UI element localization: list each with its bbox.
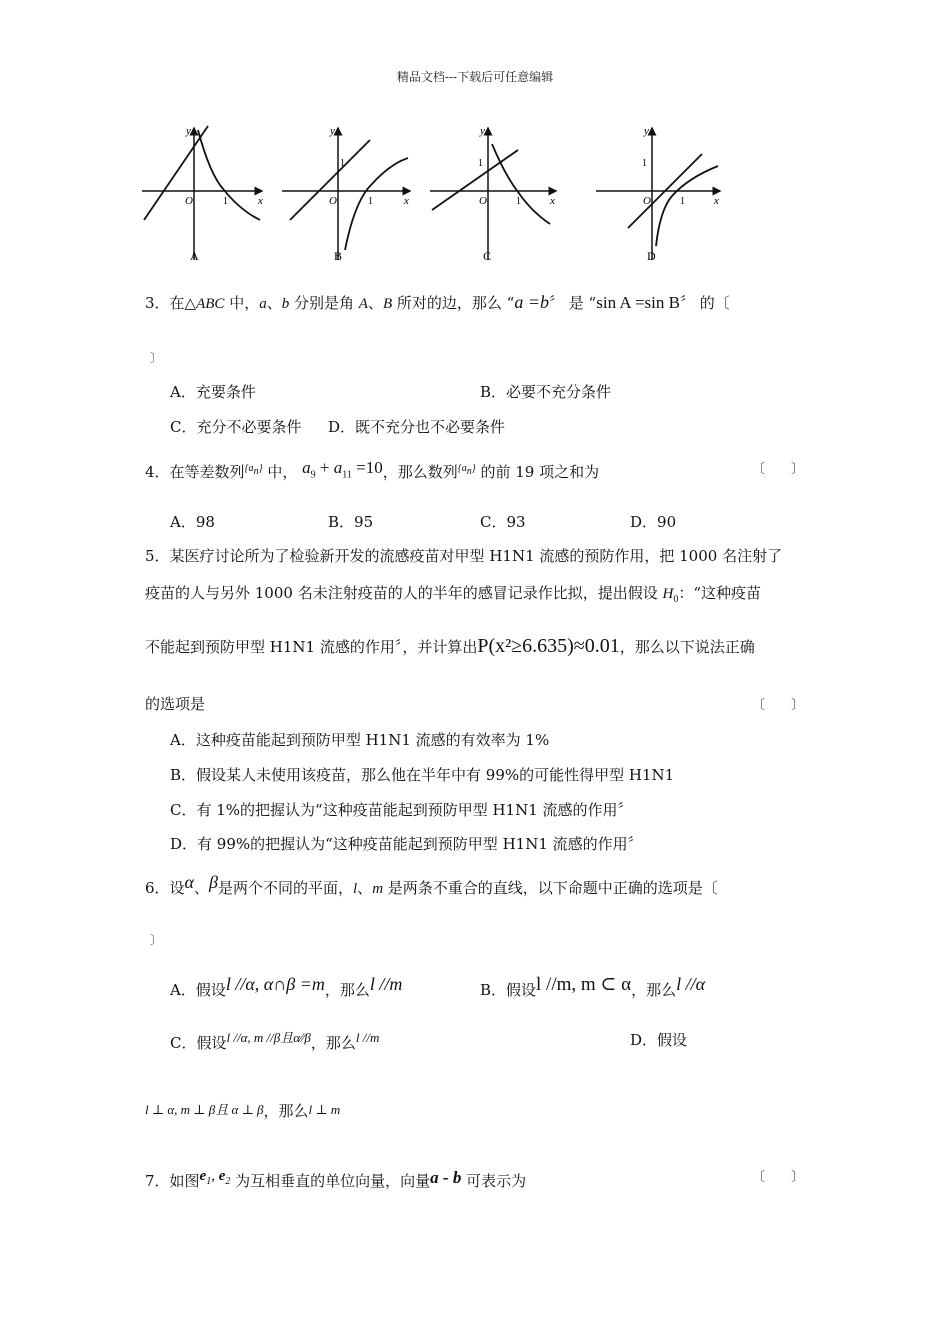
q4-option-d: D．90 (630, 513, 677, 531)
graph-c-curve (492, 144, 550, 224)
q3-option-c: C．充分不必要条件 (170, 418, 302, 436)
graph-c (430, 125, 556, 263)
q6-option-b: B．假设l //m, m ⊂ α，那么l //α (480, 974, 706, 999)
svg-text:1: 1 (680, 196, 685, 207)
graph-b (282, 125, 410, 263)
svg-text:y: y (330, 125, 335, 137)
svg-text:O: O (643, 195, 651, 207)
q4-stem: 4．在等差数列$^{\{a_n\}}$ 中， $a_9 + a_{11} =10$，那么数列$^{\{a_n\}}$ 的前 19 项之和为 (145, 458, 600, 481)
graph-d (596, 125, 720, 263)
graph-c-line (432, 150, 518, 210)
graph-b-curve (345, 158, 408, 250)
svg-text:x: x (714, 195, 719, 207)
graph-b-label: B (334, 249, 343, 263)
q3-close: 〕 (150, 351, 163, 365)
graph-a-curve (198, 130, 260, 220)
svg-text:x: x (404, 195, 409, 207)
svg-text:1: 1 (223, 196, 228, 207)
svg-text:1: 1 (516, 196, 521, 207)
q5-line-3: 不能起到预防甲型 H1N1 流感的作用〞，并计算出P(x²≥6.635)≈0.01，那么以下说法正确 (145, 635, 755, 657)
probability-expression: P(x²≥6.635)≈0.01 (477, 635, 620, 657)
q5-line-2: 疫苗的人与另外 1000 名未注射疫苗的人的半年的感冒记录作比拟，提出假设 $H_0$：“这种疫苗 (145, 584, 761, 605)
q6-option-a: A．假设l //α, α∩β =m，那么l //m (170, 974, 403, 999)
q4-option-c: C．93 (480, 513, 526, 531)
graph-d-curve (656, 166, 718, 246)
q7-stem: 7．如图$e_1$, $e_2$ 为互相垂直的单位向量，向量a - b 可表示为 (145, 1168, 527, 1190)
graph-a-label: A (190, 249, 199, 263)
q5-option-c: C．有 1%的把握认为“这种疫苗能起到预防甲型 H1N1 流感的作用〞 (170, 801, 633, 819)
svg-text:O: O (479, 195, 487, 207)
svg-text:x: x (550, 195, 555, 207)
svg-text:1: 1 (368, 196, 373, 207)
svg-text:x: x (258, 195, 263, 207)
graph-c-label: C (483, 249, 492, 263)
page-header: 精品文档---下载后可任意编辑 (396, 70, 554, 84)
graph-b-line (290, 140, 370, 220)
q3-option-d: D．既不充分也不必要条件 (328, 418, 506, 436)
q6-option-d-body: l ⊥ α, m ⊥ β且 α ⊥ β，那么l ⊥ m (145, 1102, 341, 1120)
q5-option-b: B．假设某人未使用该疫苗，那么他在半年中有 99%的可能性得甲型 H1N1 (170, 766, 675, 784)
graph-a (142, 125, 263, 263)
graph-a-line (144, 126, 208, 220)
q5-line-1: 5．某医疗讨论所为了检验新开发的流感疫苗对甲型 H1N1 流感的预防作用，把 1000 名注射了 (145, 547, 783, 565)
svg-text:y: y (480, 125, 485, 137)
q6-stem: 6．设α、β是两个不同的平面，l、m 是两条不重合的直线，以下命题中正确的选项是〔 (145, 872, 718, 897)
q4-option-a: A．98 (170, 513, 215, 531)
svg-text:1: 1 (478, 158, 483, 169)
q5-answer-paren: 〔 〕 (752, 698, 805, 713)
svg-text:O: O (329, 195, 337, 207)
q7-answer-paren: 〔 〕 (752, 1170, 805, 1185)
q5-option-a: A．这种疫苗能起到预防甲型 H1N1 流感的有效率为 1% (170, 731, 550, 749)
q4-option-b: B．95 (328, 513, 374, 531)
svg-text:O: O (185, 195, 193, 207)
q5-option-d: D．有 99%的把握认为“这种疫苗能起到预防甲型 H1N1 流感的作用〞 (170, 835, 643, 853)
svg-text:y: y (644, 125, 649, 137)
q6-option-c: C．假设l //α, m //β且α⁄⁄β，那么l //m (170, 1030, 380, 1052)
svg-text:1: 1 (642, 158, 647, 169)
q3-stem: 3．在△ABC 中，a、b 分别是角 A、B 所对的边，那么 “a =b〞 是 “sin A =sin B〞 的〔 (145, 292, 730, 312)
q6-option-d-label: D．假设 (630, 1031, 688, 1049)
q3-option-b: B．必要不充分条件 (480, 383, 612, 401)
q3-option-a: A．充要条件 (170, 383, 256, 401)
svg-text:y: y (186, 125, 191, 137)
svg-text:1: 1 (340, 158, 345, 169)
q5-line-4: 的选项是 (145, 695, 206, 713)
graph-d-label: D (647, 249, 656, 263)
q4-answer-paren: 〔 〕 (752, 462, 805, 477)
q6-close: 〕 (150, 933, 163, 947)
option-graphs-figure (140, 120, 740, 270)
